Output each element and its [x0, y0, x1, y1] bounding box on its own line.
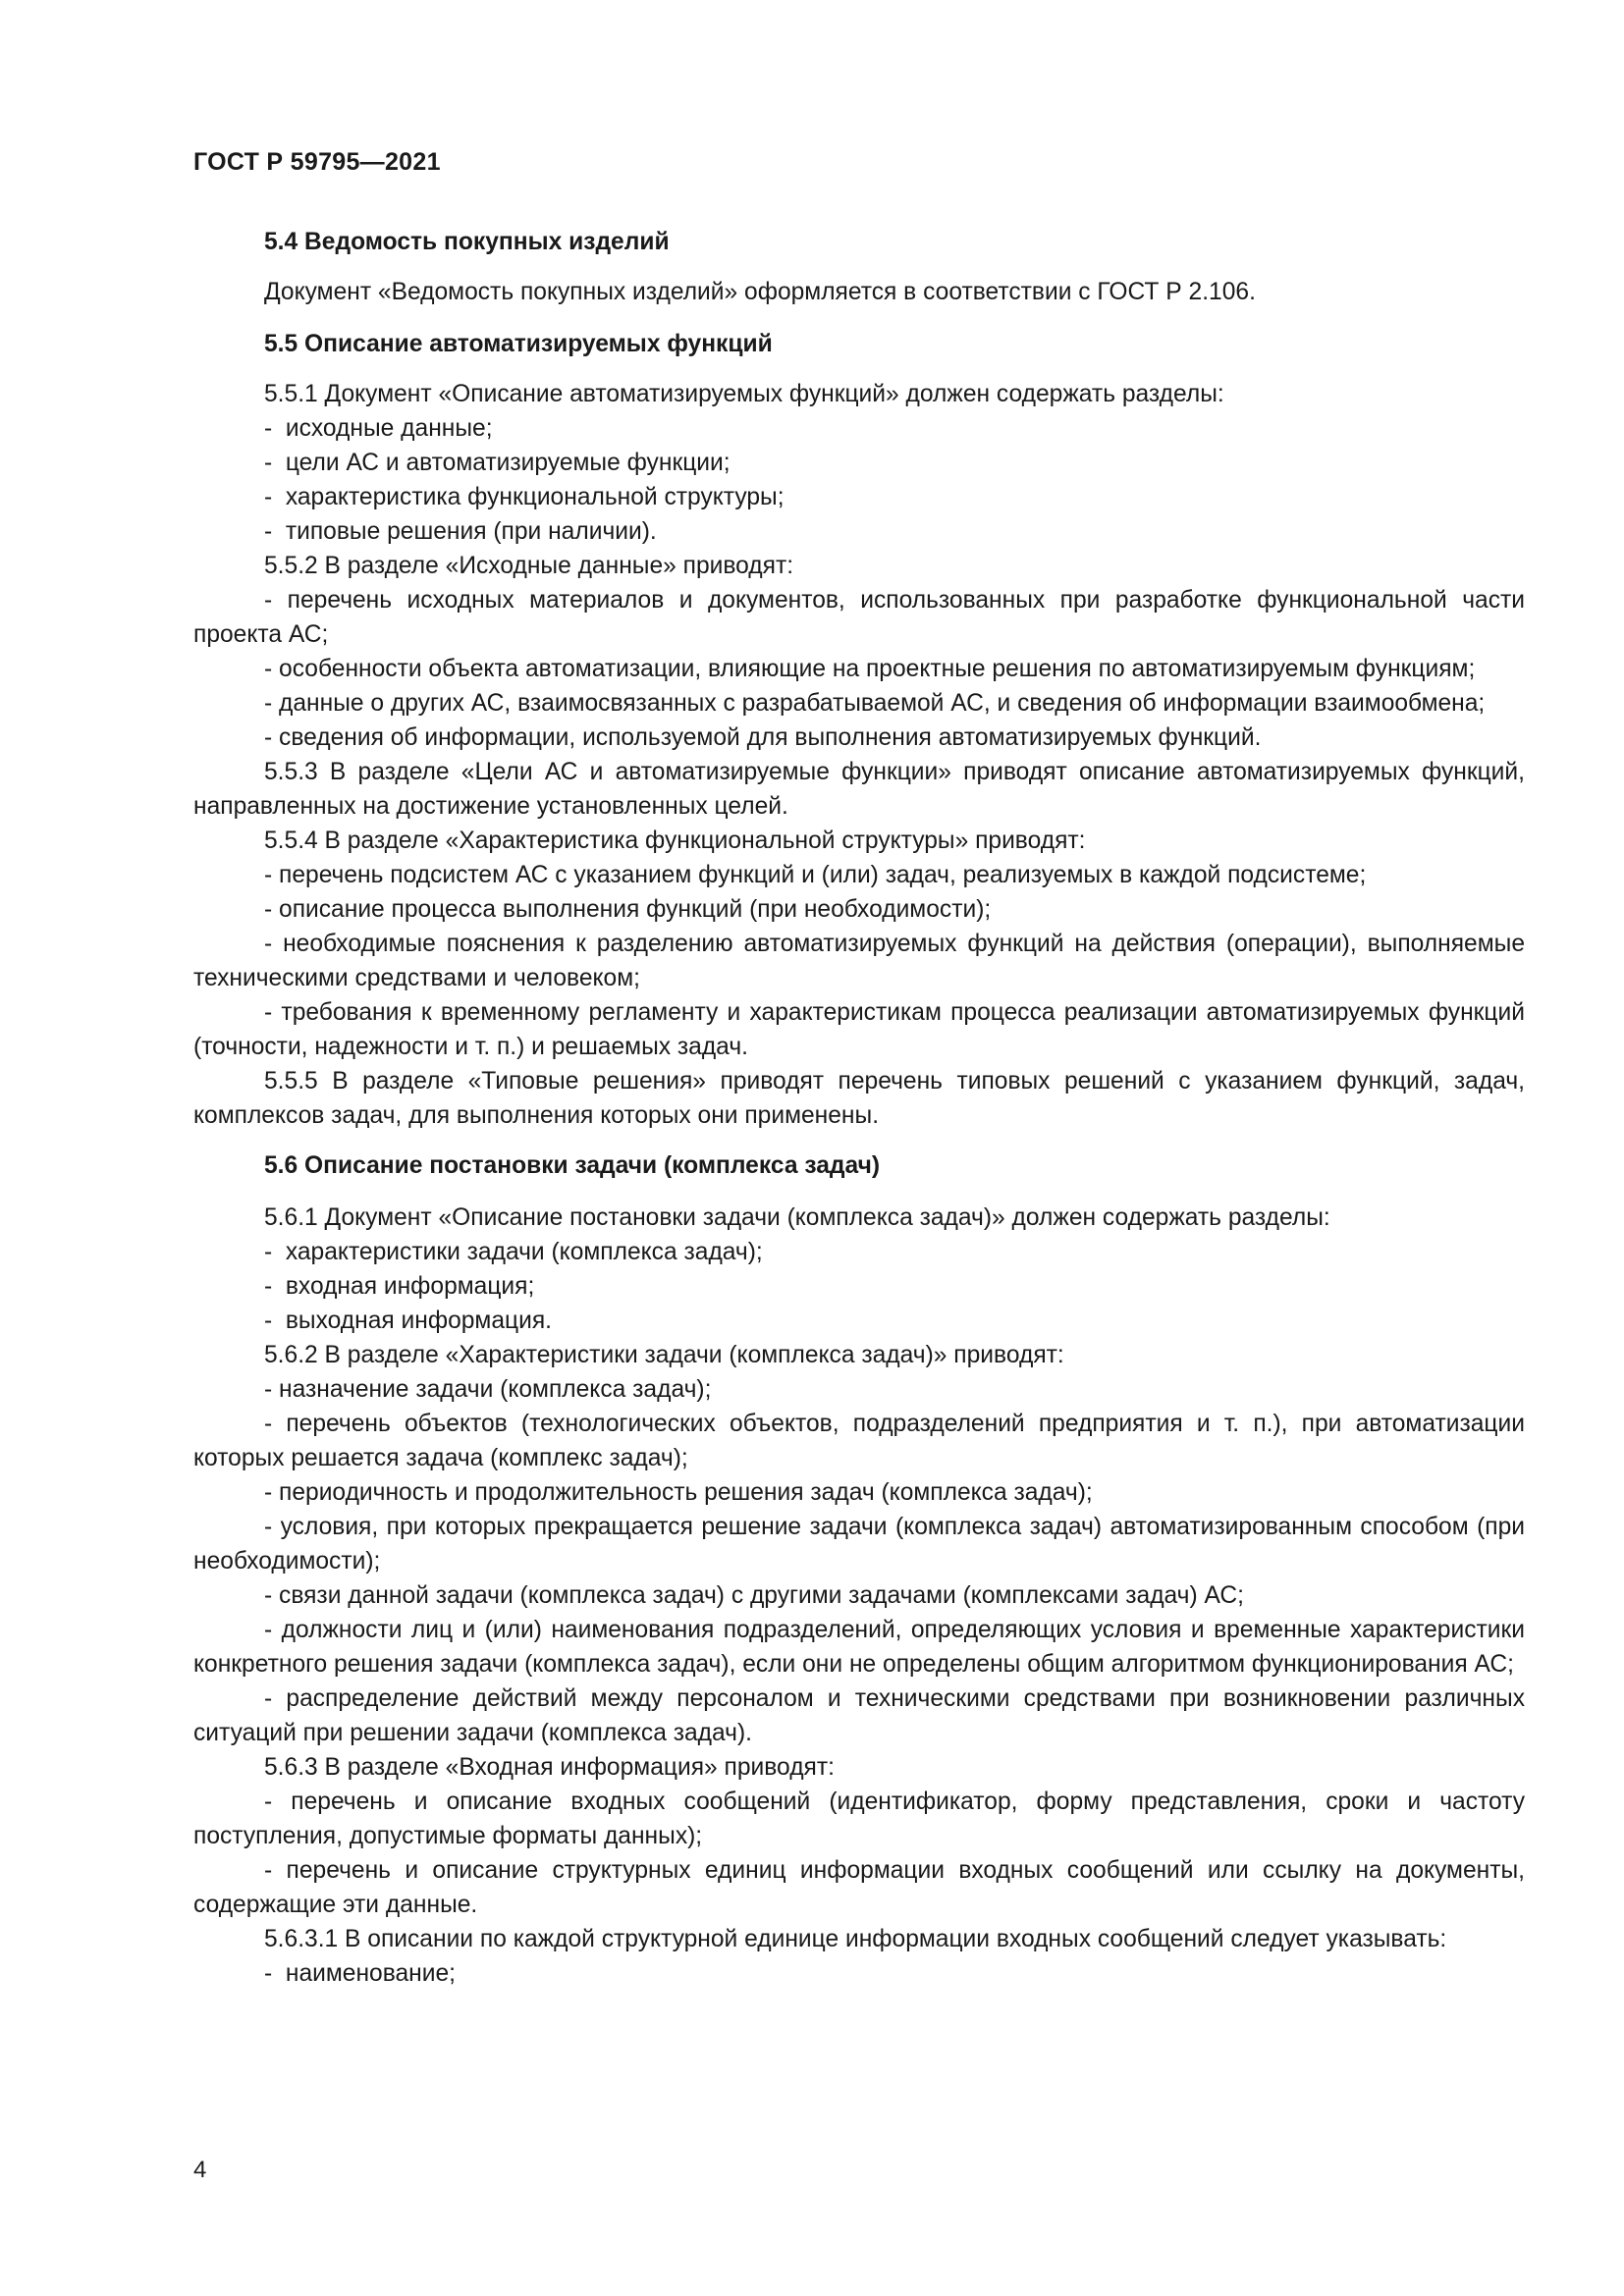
paragraph: 5.5.1 Документ «Описание автоматизируемых функций» должен содержать разделы: — [264, 381, 1224, 407]
paragraph: 5.6.3.1 В описании по каждой структурной единице информации входных сообщений следует указывать: — [264, 1926, 1447, 1952]
list-item: - описание процесса выполнения функций (при необходимости); — [264, 896, 992, 923]
paragraph: 5.6.2 В разделе «Характеристики задачи (комплекса задач)» приводят: — [264, 1342, 1064, 1368]
section-5-5-heading: 5.5 Описание автоматизируемых функций — [264, 331, 773, 357]
paragraph: 5.5.2 В разделе «Исходные данные» приводят: — [264, 553, 794, 579]
list-item: - периодичность и продолжительность решения задач (комплекса задач); — [264, 1479, 1093, 1506]
paragraph: 5.5.5 В разделе «Типовые решения» приводят перечень типовых решений с указанием функций, задач, комплексов задач, для выполнения которых они применены. — [193, 1068, 1525, 1129]
list-item: - назначение задачи (комплекса задач); — [264, 1376, 712, 1403]
list-item: - требования к временному регламенту и характеристикам процесса реализации автоматизируемых функций (точности, надежности и т. п.) и решаемых задач. — [193, 999, 1525, 1060]
list-item: - выходная информация. — [264, 1308, 552, 1334]
list-item: - распределение действий между персоналом и техническими средствами при возникновении различных ситуаций при решении задачи (комплекса задач). — [193, 1685, 1525, 1746]
list-item: - перечень исходных материалов и документов, использованных при разработке функциональной части проекта АС; — [193, 587, 1525, 648]
list-item: - особенности объекта автоматизации, влияющие на проектные решения по автоматизируемым функциям; — [264, 656, 1476, 682]
list-item: - перечень и описание структурных единиц информации входных сообщений или ссылку на документы, содержащие эти данные. — [193, 1857, 1525, 1918]
paragraph: 5.6.1 Документ «Описание постановки задачи (комплекса задач)» должен содержать разделы: — [264, 1204, 1330, 1231]
list-item: - характеристика функциональной структуры; — [264, 484, 785, 510]
list-item: - данные о других АС, взаимосвязанных с разрабатываемой АС, и сведения об информации взаимообмена; — [264, 690, 1486, 717]
list-item: - цели АС и автоматизируемые функции; — [264, 450, 731, 476]
paragraph: 5.5.4 В разделе «Характеристика функциональной структуры» приводят: — [264, 828, 1086, 854]
document-code: ГОСТ Р 59795—2021 — [193, 148, 441, 176]
paragraph: 5.6.3 В разделе «Входная информация» приводят: — [264, 1754, 835, 1781]
list-item: - необходимые пояснения к разделению автоматизируемых функций на действия (операции), выполняемые техническими средствами и человеком; — [193, 931, 1525, 991]
list-item: - перечень объектов (технологических объектов, подразделений предприятия и т. п.), при автоматизации которых решается задача (комплекс задач); — [193, 1411, 1525, 1471]
page-body — [193, 225, 1525, 1991]
list-item: - типовые решения (при наличии). — [264, 518, 657, 545]
list-item: - исходные данные; — [264, 415, 493, 442]
paragraph: Документ «Ведомость покупных изделий» оформляется в соответствии с ГОСТ Р 2.106. — [264, 279, 1256, 305]
list-item: - должности лиц и (или) наименования подразделений, определяющих условия и временные характеристики конкретного решения задачи (комплекса задач), если они не определены общим алгоритмом функционирования АС; — [193, 1617, 1525, 1678]
list-item: - наименование; — [264, 1960, 456, 1987]
list-item: - характеристики задачи (комплекса задач); — [264, 1239, 763, 1265]
section-5-6-heading: 5.6 Описание постановки задачи (комплекса задач) — [264, 1152, 881, 1179]
section-5-4-heading: 5.4 Ведомость покупных изделий — [264, 229, 670, 255]
list-item: - условия, при которых прекращается решение задачи (комплекса задач) автоматизированным способом (при необходимости); — [193, 1514, 1525, 1575]
list-item: - входная информация; — [264, 1273, 535, 1300]
list-item: - сведения об информации, используемой для выполнения автоматизируемых функций. — [264, 724, 1262, 751]
list-item: - перечень и описание входных сообщений (идентификатор, форму представления, сроки и частоту поступления, допустимые форматы данных); — [193, 1789, 1525, 1849]
list-item: - связи данной задачи (комплекса задач) с другими задачами (комплексами задач) АС; — [264, 1582, 1244, 1609]
paragraph: 5.5.3 В разделе «Цели АС и автоматизируемые функции» приводят описание автоматизируемых функций, направленных на достижение установленных целей. — [193, 759, 1525, 820]
list-item: - перечень подсистем АС с указанием функций и (или) задач, реализуемых в каждой подсистеме; — [264, 862, 1367, 888]
page-number: 4 — [193, 2157, 207, 2183]
